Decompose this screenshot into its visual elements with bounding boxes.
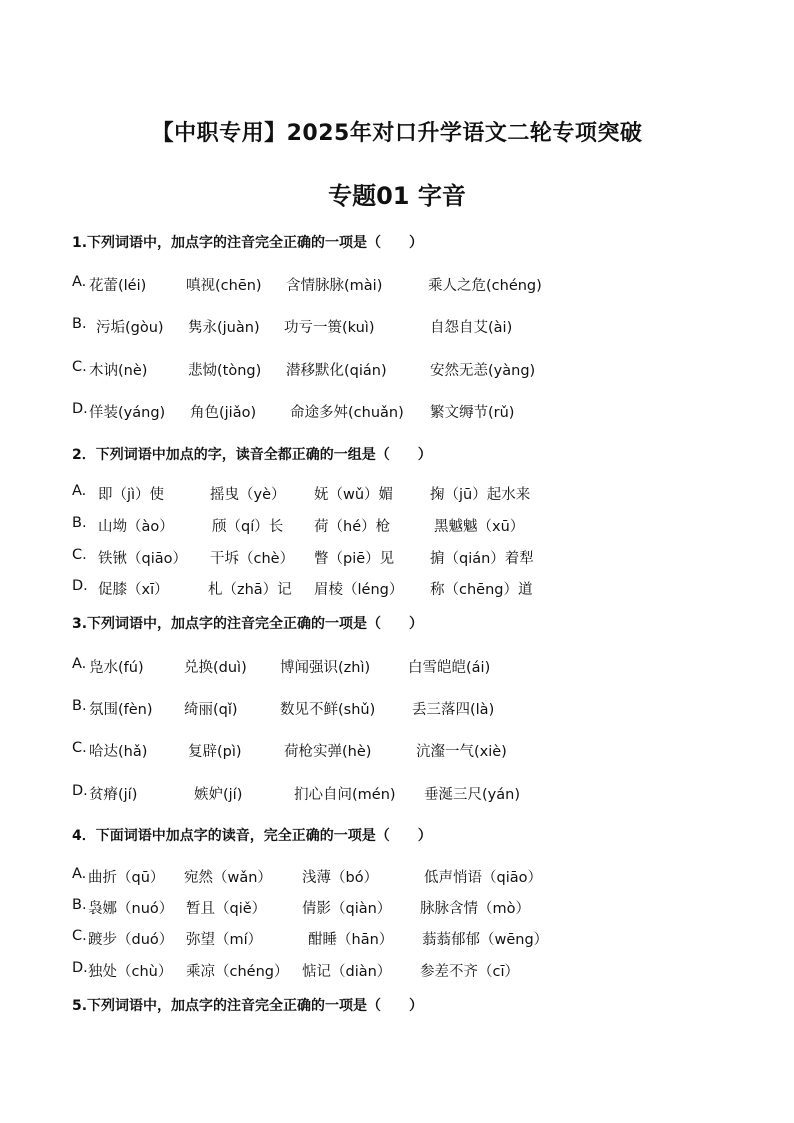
option-item: 氛围(fèn) [89,702,153,718]
option-item: 掮（qián）着犁 [430,551,534,567]
option-item: 隽永(juàn) [188,320,260,336]
option-item: 荷枪实弹(hè) [284,744,372,760]
option-row [72,515,772,535]
option-label: C. [72,547,87,563]
option-label: A. [72,483,87,499]
option-item: 颀（qí）长 [212,519,284,535]
option-row [72,866,772,886]
option-item: 繁文缛节(rǔ) [430,405,515,421]
option-item: 含情脉脉(mài) [286,278,383,294]
option-row [72,359,772,379]
option-item: 嫉妒(jí) [194,787,243,803]
option-item: 山坳（ào） [98,519,174,535]
option-row [72,740,772,760]
option-label: D. [72,960,88,976]
question-stem: 3.下列词语中，加点字的注音完全正确的一项是（ ） [72,616,424,632]
option-item: 博闻强识(zhì) [280,660,371,676]
option-item: 数见不鲜(shǔ) [280,702,376,718]
option-item: 倩影（qiàn） [302,901,392,917]
option-label: D. [72,578,88,594]
option-item: 复辟(pì) [188,744,242,760]
option-row [72,698,772,718]
option-row [72,483,772,503]
option-item: 参差不齐（cī） [420,964,520,980]
option-item: 妩（wǔ）媚 [314,487,394,503]
option-item: 铁锹（qiāo） [98,551,187,567]
option-item: 白雪皑皑(ái) [408,660,491,676]
option-item: 木讷(nè) [89,363,148,379]
option-row [72,547,772,567]
option-item: 嗔视(chēn) [186,278,262,294]
option-item: 惦记（diàn） [302,964,392,980]
option-item: 凫水(fú) [89,660,144,676]
option-label: B. [72,316,87,332]
option-item: 称（chēng）道 [430,582,533,598]
option-item: 低声悄语（qiāo） [424,870,542,886]
option-item: 曲折（qū） [88,870,165,886]
option-label: B. [72,698,87,714]
option-item: 自怨自艾(ài) [430,320,513,336]
option-item: 命途多舛(chuǎn) [290,405,404,421]
option-label: A. [72,274,87,290]
option-item: 贫瘠(jí) [89,787,138,803]
question-stem: 5.下列词语中，加点字的注音完全正确的一项是（ ） [72,998,424,1014]
question-stem: 4．下面词语中加点字的读音，完全正确的一项是（ ） [72,828,432,844]
option-item: 即（jì）使 [98,487,165,503]
option-item: 宛然（wǎn） [184,870,272,886]
document-title: 【中职专用】2025年对口升学语文二轮专项突破 [151,121,643,146]
option-item: 荷（hé）枪 [314,519,391,535]
document-subtitle: 专题01 字音 [328,182,466,210]
option-item: 札（zhā）记 [208,582,292,598]
option-row [72,928,772,948]
option-label: D. [72,401,88,417]
option-item: 独处（chù） [88,964,173,980]
option-item: 垂涎三尺(yán) [424,787,520,803]
option-item: 踱步（duó） [88,932,174,948]
option-item: 酣睡（hān） [308,932,394,948]
option-item: 促膝（xī） [98,582,169,598]
option-row [72,960,772,980]
option-label: D. [72,783,88,799]
option-item: 安然无恙(yàng) [430,363,536,379]
option-item: 悲恸(tòng) [188,363,262,379]
option-item: 弥望（mí） [186,932,263,948]
option-item: 摇曳（yè） [210,487,286,503]
option-item: 扪心自问(mén) [294,787,396,803]
option-item: 哈达(hǎ) [89,744,148,760]
option-item: 乘人之危(chéng) [428,278,542,294]
option-row [72,274,772,294]
option-label: C. [72,740,87,756]
option-label: B. [72,515,87,531]
option-item: 花蕾(léi) [89,278,147,294]
option-item: 兑换(duì) [184,660,247,676]
option-item: 绮丽(qǐ) [184,702,238,718]
option-item: 暂且（qiě） [186,901,267,917]
option-row [72,578,772,598]
option-row [72,316,772,336]
option-item: 掬（jū）起水来 [430,487,531,503]
option-item: 潜移默化(qián) [286,363,387,379]
option-item: 干坼（chè） [210,551,295,567]
option-item: 蓊蓊郁郁（wēng） [422,932,549,948]
option-item: 佯装(yáng) [89,405,166,421]
option-row [72,897,772,917]
question-stem: 1.下列词语中，加点字的注音完全正确的一项是（ ） [72,235,424,251]
option-item: 眉棱（léng） [314,582,404,598]
option-item: 乘凉（chéng） [186,964,289,980]
option-label: A. [72,656,87,672]
option-item: 黑魆魆（xū） [434,519,525,535]
option-item: 污垢(gòu) [96,320,164,336]
option-item: 角色(jiǎo) [190,405,257,421]
option-label: B. [72,897,87,913]
question-stem: 2．下列词语中加点的字，读音全都正确的一组是（ ） [72,447,432,463]
option-item: 浅薄（bó） [302,870,379,886]
option-item: 丢三落四(là) [412,702,495,718]
option-item: 功亏一篑(kuì) [284,320,375,336]
option-row [72,401,772,421]
option-item: 瞥（piē）见 [314,551,395,567]
option-label: A. [72,866,87,882]
option-row [72,783,772,803]
option-item: 袅娜（nuó） [88,901,174,917]
option-row [72,656,772,676]
option-label: C. [72,928,87,944]
option-item: 脉脉含情（mò） [420,901,530,917]
option-label: C. [72,359,87,375]
option-item: 沆瀣一气(xiè) [416,744,507,760]
